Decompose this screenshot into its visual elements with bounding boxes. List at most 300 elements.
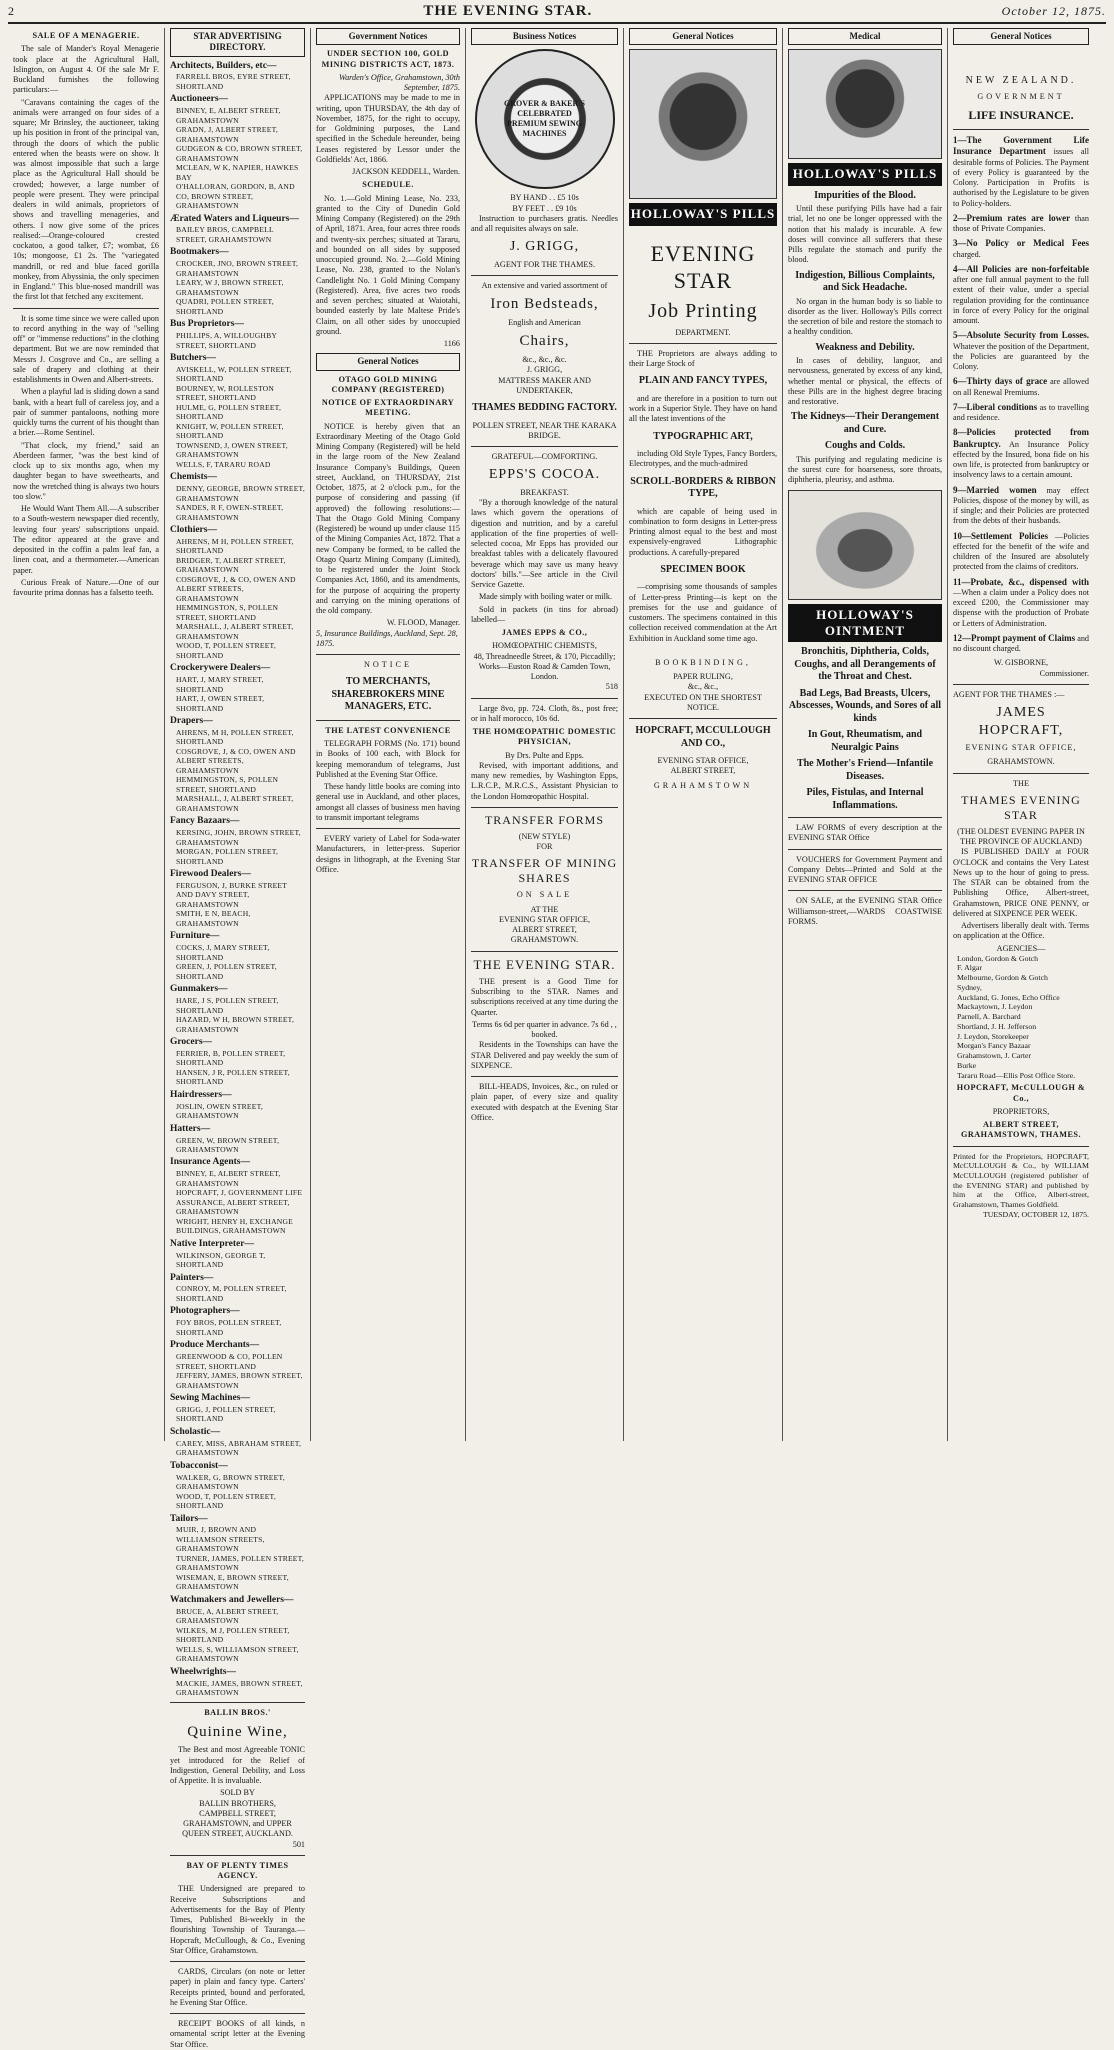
- directory-entry: PHILLIPS, A, WILLOUGHBY STREET, SHORTLAND: [176, 331, 277, 350]
- insurance-item-title: 3—No Policy or Medical Fees: [953, 238, 1089, 249]
- divider: [788, 849, 942, 850]
- directory-entry: GREEN, W, BROWN STREET, GRAHAMSTOWN: [176, 1135, 280, 1154]
- directory-entry: WILKES, M J, POLLEN STREET, SHORTLAND: [176, 1625, 290, 1645]
- directory-entry: GRADN, J, ALBERT STREET, GRAHAMSTOWN: [176, 125, 278, 144]
- column-heading: Business Notices: [471, 28, 618, 45]
- directory-entry: WRIGHT, HENRY H, EXCHANGE BUILDINGS, GRAHAMSTOWN: [176, 1216, 293, 1236]
- directory-entry: KNIGHT, W, POLLEN STREET, SHORTLAND: [176, 421, 284, 441]
- directory-entry: JEFFERY, JAMES, BROWN STREET, GRAHAMSTOWN: [176, 1371, 303, 1390]
- divider: [953, 773, 1089, 774]
- notice-body: TELEGRAPH FORMS (No. 171) bound in Books of 100 each, with Block for keeping memorandum of telegrams, Just Published at the Evening Star Office.: [316, 739, 460, 779]
- directory-entry: TOWNSEND, J, OWEN STREET, GRAHAMSTOWN: [176, 440, 288, 460]
- insurance-item-title: 7—Liberal conditions: [953, 401, 1038, 412]
- column-business-notices: [466, 28, 624, 1441]
- notice-body: EVERY variety of Label for Soda-water Manufacturers, in letter-press. Superior designs in lithograph, at the Evening Star Office.: [316, 834, 460, 874]
- directory-category: Architects, Builders, etc—: [170, 60, 277, 71]
- directory-entry: MUIR, J, BROWN AND WILLIAMSON STREETS, GRAHAMSTOWN: [176, 1525, 265, 1554]
- divider: [471, 275, 618, 276]
- ad-line: GRAHAMSTOWN.: [510, 935, 579, 945]
- directory-category: Wheelwrights—: [170, 1666, 236, 1677]
- directory-entry: LEARY, W J, BROWN STREET, GRAHAMSTOWN: [176, 278, 284, 297]
- article-paragraph: "That clock, my friend," said an Aberdeen farmer, "was the best kind of clock up to six months ago, when my daughter began to have sweethearts, and now the wretched thing is always two hours too slow.": [13, 440, 159, 501]
- ad-headline: EPPS'S COCOA.: [488, 467, 601, 483]
- directory-category: Tobacconist—: [170, 1460, 228, 1471]
- insurance-item-body: may effect Policies, dispose of the money by will, as if single; and their Policies are protected from the debts of their husbands.: [953, 485, 1090, 526]
- ad-headline: NEW ZEALAND.: [965, 75, 1077, 87]
- directory-entry: CROCKER, JNO, BROWN STREET, GRAHAMSTOWN: [176, 259, 299, 278]
- signer: W. GISBORNE,: [993, 658, 1049, 668]
- directory-entry: BAILEY BROS, CAMPBELL STREET, GRAHAMSTOWN: [176, 225, 274, 244]
- directory-entry: QUADRI, POLLEN STREET, SHORTLAND: [176, 297, 274, 316]
- ad-seller: BALLIN BROTHERS,: [199, 1798, 276, 1808]
- price-line: BY HAND . . £5 10s: [510, 193, 579, 203]
- ad-body: RECEIPT BOOKS of all kinds, n ornamental script letter at the Evening Star Office.: [170, 2019, 305, 2049]
- ad-body: IS PUBLISHED DAILY at FOUR O'CLOCK and contains the Very Latest News up to the hour of going to press. The STAR can be obtained from the Publishing Office, Albert-street, Grahamstown, PRICE ONE PENNY, or delivered at SIXPENCE PER WEEK.: [953, 847, 1089, 918]
- divider: [316, 828, 460, 829]
- ad-name: J. GRIGG,: [509, 239, 580, 255]
- insurance-item: [953, 577, 1089, 629]
- directory-entry: WALKER, G, BROWN STREET, GRAHAMSTOWN: [176, 1472, 285, 1492]
- column-menagerie: [8, 28, 165, 1441]
- ad-body: THE present is a Good Time for Subscribing to the STAR. Names and subscriptions received at any time during the Quarter.: [471, 976, 618, 1017]
- ad-headline: TYPOGRAPHIC ART,: [653, 430, 753, 442]
- directory-entry: GREENWOOD & CO, POLLEN STREET, SHORTLAND: [176, 1352, 283, 1371]
- med-heading: Weakness and Debility.: [815, 341, 915, 353]
- article-paragraph: When a playful lad is sliding down a sand bank, with a heart full of careless joy, and a pair of summer pantaloons, nothing more quickly turns the current of his thought than a brier.—Rome Sentinel.: [13, 387, 159, 438]
- directory-category: Tailors—: [170, 1513, 208, 1524]
- divider: [788, 817, 942, 818]
- ad-line: BREAKFAST.: [520, 487, 569, 497]
- directory-entry: CAREY, MISS, ABRAHAM STREET, GRAHAMSTOWN: [176, 1438, 302, 1458]
- directory-entry: DENNY, GEORGE, BROWN STREET, GRAHAMSTOWN: [176, 484, 305, 503]
- divider: [471, 951, 618, 952]
- newspaper-title: THE EVENING STAR.: [423, 2, 593, 19]
- med-heading: Piles, Fistulas, and Internal Inflammations.: [806, 787, 924, 811]
- directory-category: Grocers—: [170, 1036, 213, 1047]
- insurance-item-body: as to travelling and residence.: [953, 402, 1089, 422]
- directory-category: Crockerywere Dealers—: [170, 663, 271, 674]
- directory-entry: WELLS, F, TARARU ROAD: [176, 459, 271, 469]
- column-heading: Medical: [788, 28, 942, 45]
- directory-category: Sewing Machines—: [170, 1393, 250, 1404]
- ad-body: ON SALE, at the EVENING STAR Office Williamson-street,—WARDS COASTWISE FORMS.: [788, 896, 942, 926]
- directory-entry: HART, J, OWEN STREET, SHORTLAND: [176, 694, 265, 713]
- ad-body: VOUCHERS for Government Payment and Company Debts—Printed and Sold at the EVENING STAR OFFICE: [788, 854, 942, 884]
- divider: [13, 308, 159, 309]
- ad-line: PROPRIETORS,: [992, 1106, 1050, 1116]
- insurance-item-body: after one full annual payment to the full extent of their value, under a special regulation providing for the continuance in force of every Policy for the original amount.: [953, 275, 1089, 325]
- ad-line: PAPER RULING,: [673, 672, 733, 681]
- agency-entry: F. Algar: [957, 963, 982, 973]
- ad-line: BOOKBINDING,: [655, 657, 751, 667]
- directory-entry: KERSING, JOHN, BROWN STREET, GRAHAMSTOWN: [176, 828, 301, 847]
- divider: [788, 890, 942, 891]
- agency-entry: Sydney,: [957, 982, 982, 992]
- agency-entry: Melbourne, Gordon & Gotch: [957, 973, 1048, 983]
- divider: [471, 446, 618, 447]
- column-medical: [783, 28, 948, 1441]
- insurance-item: [953, 376, 1089, 398]
- directory-entry: MACKIE, JAMES, BROWN STREET, GRAHAMSTOWN: [176, 1678, 303, 1697]
- directory-category: Drapers—: [170, 716, 213, 727]
- directory-entry: BRIDGER, T, ALBERT STREET, GRAHAMSTOWN: [176, 555, 286, 575]
- holloway-banner: HOLLOWAY'S PILLS: [629, 203, 777, 225]
- article-paragraph: "Caravans containing the cages of the animals were arranged on four sides of a square; Mr Brinsley, the auctioneer, taking up his position in front of the principal van, through the doors of which the public entered when the beasts were on show. It was almost impossible that such a large place as the Agricultural Hall should be crowded; however, a large number of people were present. They were principal dealers in wild animals, proprietors of shows and travelling menageries, and others. I now give some of the prices realised:—Orange-coloured crested cockatoo, a good talker, £7; wombat, £6 10s; mongoose, £1 2s. The "variegated mandrill, or red and blue faced gorilla monkey, from Abyssinia, the only specimen in England." This blue-nosed mandrill was the first lot that fetched any excitement.: [13, 97, 159, 302]
- directory-entry: AHRENS, M H, POLLEN STREET, SHORTLAND: [176, 727, 294, 747]
- ad-code: 501: [292, 1839, 305, 1849]
- directory-entry: WISEMAN, E, BROWN STREET, GRAHAMSTOWN: [176, 1572, 289, 1592]
- ad-body: BILL-HEADS, Invoices, &c., on ruled or plain paper, of every size and quality executed with despatch at the Evening Star Office.: [471, 1082, 618, 1122]
- directory-entry: MARSHALL, J, ALBERT STREET, GRAHAMSTOWN: [176, 794, 294, 813]
- signer-role: Commissioner.: [1039, 668, 1089, 678]
- ad-line: THE: [1013, 778, 1029, 788]
- ad-line: ALBERT STREET, GRAHAMSTOWN, THAMES.: [960, 1120, 1081, 1140]
- ad-headline: THAMES EVENING STAR: [961, 792, 1081, 822]
- column-directory: [165, 28, 311, 2049]
- ad-body: Instruction to purchasers gratis. Needles and all requisites always on sale.: [471, 213, 618, 233]
- ad-line: AGENT FOR THE THAMES :—: [953, 689, 1065, 699]
- ad-line: EVENING STAR OFFICE,: [657, 756, 749, 765]
- ad-headline: EVENING STAR: [650, 240, 756, 293]
- directory-category: Painters—: [170, 1272, 214, 1283]
- holloway-seal-image: [788, 49, 942, 159]
- directory-entry: GRIGG, J, POLLEN STREET, SHORTLAND: [176, 1404, 276, 1424]
- agency-entry: J. Leydon, Storekeeper: [957, 1031, 1029, 1041]
- directory-entry: GREEN, J, POLLEN STREET, SHORTLAND: [176, 962, 277, 981]
- insurance-item-body: are allowed on all Renewal Premiums.: [953, 377, 1089, 397]
- notice-signer: JACKSON KEDDELL, Warden.: [352, 167, 460, 176]
- column-government-notices: [311, 28, 466, 1441]
- notice-body: NOTICE is hereby given that an Extraordinary Meeting of the Otago Gold Mining Company (Registered) will be held in the large room of the New Zealand Insurance Company's Buildings, Queen street, Auckland, on THURSDAY, 21st October, 1875, at 2 o'clock p.m., for the purpose of considering and passing (if approved) the following resolutions:— That the Otago Gold Mining Company (Registered) be wound up under clause 115 of the Mining Companies Act, 1872. That a new Company be formed, to be called the Otago Quartz Mining Company (Limited), to be registered under the Joint Stock Companies Act, 1860, and its amendments, for the purpose of acquiring the property and carrying on the mining operations of the old company.: [316, 421, 460, 615]
- directory-category: Native Interpreter—: [170, 1238, 254, 1249]
- directory-category: Furniture—: [170, 931, 220, 942]
- directory-entry: WILKINSON, GEORGE T, SHORTLAND: [176, 1250, 266, 1270]
- sewing-machine-emblem: [475, 49, 615, 189]
- ad-body: Advertisers liberally dealt with. Terms on application at the Office.: [953, 921, 1089, 941]
- divider: [170, 1961, 305, 1962]
- holloway-ointment-banner: HOLLOWAY'S OINTMENT: [788, 604, 942, 643]
- insurance-item-body: Whatever the position of the Department, the Policies are guaranteed by the Colony.: [953, 341, 1089, 371]
- divider: [170, 2013, 305, 2014]
- insurance-item-body: charged.: [953, 249, 981, 259]
- directory-category: Bootmakers—: [170, 247, 229, 258]
- directory-entry: HEMMINGSTON, S, POLLEN STREET, SHORTLAND: [176, 603, 279, 622]
- med-body: In cases of debility, languor, and nervousness, generated by excess of any kind, whether mental or physical, the effects of these Pills are in the highest degree bracing and restorative.: [788, 356, 942, 406]
- directory-category: Fancy Bazaars—: [170, 816, 240, 827]
- insurance-item: [953, 402, 1089, 424]
- directory-category: Clothiers—: [170, 525, 217, 536]
- insurance-list: [953, 135, 1089, 654]
- ad-body: and are therefore in a position to turn out work in a Superior Style. They have on hand all the latest inventions of the: [629, 393, 777, 424]
- directory-category: Ærated Waters and Liqueurs—: [170, 213, 299, 224]
- divider: [471, 698, 618, 699]
- column-general-notices: [624, 28, 783, 1441]
- ad-line: EVENING STAR OFFICE,: [498, 914, 590, 924]
- insurance-item-body: issues all desirable forms of Policies. The Payment of every Policy is guaranteed by the Colony. Participation in Profits is authorised by the Legislature to be given to Policy-holders.: [953, 147, 1090, 208]
- masthead: [8, 0, 1106, 24]
- agency-entry: Tararu Road—Ellis Post Office Store.: [957, 1070, 1076, 1080]
- ad-headline: THAMES BEDDING FACTORY.: [472, 402, 617, 413]
- ad-line: GRATEFUL—COMFORTING.: [491, 452, 598, 461]
- notice-title: OTAGO GOLD MINING COMPANY (REGISTERED): [331, 374, 445, 394]
- med-body: No organ in the human body is so liable to disorder as the liver. Holloway's Pills correct the secretion of bile and restore the stomach to a healthy condition.: [788, 296, 942, 337]
- agency-entry: Parnell, A. Barchard: [957, 1012, 1021, 1022]
- directory-category: Hairdressers—: [170, 1089, 232, 1100]
- directory-category: Scholastic—: [170, 1426, 221, 1437]
- ad-headline: HOPCRAFT, MCCULLOUGH AND CO.,: [635, 725, 771, 749]
- ointment-figure-image: [788, 490, 942, 600]
- ad-headline: JAMES HOPCRAFT,: [978, 705, 1064, 738]
- directory-entry: CONROY, M, POLLEN STREET, SHORTLAND: [176, 1284, 287, 1303]
- ad-line: By Drs. Pulte and Epps.: [505, 750, 584, 760]
- insurance-item-body: than those of Private Companies.: [953, 213, 1089, 233]
- insurance-item-title: 5—Absolute Security from Losses.: [953, 330, 1089, 341]
- divider: [170, 1702, 305, 1703]
- ad-body: Residents in the Townships can have the STAR Delivered and pay weekly the sum of SIXPENCE.: [471, 1040, 618, 1070]
- ad-line: AGENT FOR THE THAMES.: [494, 259, 595, 269]
- ad-line: ALBERT STREET,: [670, 766, 736, 776]
- directory-category: Photographers—: [170, 1306, 240, 1317]
- directory-category: Hatters—: [170, 1123, 211, 1134]
- price-line: BY FEET . . £9 10s: [512, 203, 577, 213]
- notice-address: 5, Insurance Buildings, Auckland, Sept. 28, 1875.: [316, 628, 458, 648]
- directory-entry: COSGROVE, J, & CO, OWEN AND ALBERT STREETS, GRAHAMSTOWN: [176, 746, 296, 775]
- directory-category: Chemists—: [170, 472, 217, 483]
- ad-line: GOVERNMENT: [977, 91, 1065, 101]
- directory-list: [170, 61, 305, 1698]
- notice-body: APPLICATIONS may be made to me in writing, upon THURSDAY, the 4th day of November, 1875, for the right to occupy, for Goldmining purposes, the Land specified in the Schedule hereunder, being Leases registered by Lessor under the Goldfields' Act, 1866.: [316, 93, 460, 164]
- insurance-item: [953, 531, 1089, 573]
- agency-entry: Morgan's Fancy Bazaar: [957, 1041, 1031, 1051]
- directory-entry: O'HALLORAN, GORDON, B, AND CO, BROWN STREET, GRAHAMSTOWN: [176, 182, 295, 211]
- agency-entry: Shortland, J. H. Jefferson: [957, 1021, 1037, 1031]
- column-heading: General Notices: [316, 353, 460, 370]
- ad-code: 518: [605, 682, 618, 692]
- article-paragraph: It is some time since we were called upon to record anything in the way of "selling off" or "immense reductions" in the clothing department. But we are now reminded that Messrs J. Cosgrove and Co., are selling a sale of drapery and clothing at their establishments in Owen and Albert-streets.: [13, 313, 159, 384]
- insurance-item-title: 4—All Policies are non-forfeitable: [953, 263, 1089, 274]
- directory-entry: BRUCE, A, ALBERT STREET, GRAHAMSTOWN: [176, 1606, 279, 1626]
- med-heading: Bronchitis, Diphtheria, Colds, Coughs, and all Derangements of the Throat and Chest.: [794, 646, 936, 682]
- insurance-item-title: 11—Probate, &c., dispensed with: [953, 576, 1089, 587]
- ad-body: Revised, with important additions, and many new remedies, by Washington Epps, L.R.C.P., M.R.C.S., Assistant Physician to the London Homœopathic Hospital.: [471, 760, 618, 801]
- directory-entry: HULME, G, POLLEN STREET, SHORTLAND: [176, 402, 282, 422]
- directory-entry: WOOD, T, POLLEN STREET, SHORTLAND: [176, 641, 276, 660]
- notice-subtitle: TO MERCHANTS, SHAREBROKERS MINE MANAGERS, ETC.: [331, 676, 445, 713]
- ad-line: EVENING STAR OFFICE,: [965, 743, 1077, 752]
- notice-body: These handy little books are coming into general use in Auckland, and other places, amongst all classes of business men having to transmit important telegrams: [316, 782, 460, 822]
- ad-line: An extensive and varied assortment of: [481, 281, 608, 290]
- divider: [471, 807, 618, 808]
- agency-entry: London, Gordon & Gotch: [957, 953, 1038, 963]
- ad-body: which are capable of being used in combination to form designs in Letter-press Printing almost equal to the best and most expensively-engraved Lithographic productions. A carefully-prepared: [629, 506, 777, 557]
- directory-entry: WOOD, T, POLLEN STREET, SHORTLAND: [176, 1491, 276, 1511]
- med-heading: Indigestion, Billious Complaints, and Sick Headache.: [795, 269, 935, 293]
- article-paragraph: Curious Freak of Nature.—One of our favourite prima donnas has a falsetto teeth.: [13, 577, 159, 597]
- directory-entry: HARE, J S, POLLEN STREET, SHORTLAND: [176, 996, 279, 1015]
- holloway-pills-banner: HOLLOWAY'S PILLS: [788, 163, 942, 185]
- directory-entry: COCKS, J, MARY STREET, SHORTLAND: [176, 943, 270, 962]
- insurance-item-title: 12—Prompt payment of Claims: [953, 632, 1076, 643]
- insurance-item-title: 10—Settlement Policies: [953, 530, 1049, 541]
- insurance-item-body: —When a claim under a Policy does not exceed £200, the Commissioner may dispense with the production of Probate or Letters of Administration.: [953, 587, 1089, 628]
- ad-body: THE Undersigned are prepared to Receive Subscriptions and Advertisements for the Bay of Plenty Times, Published Bi-weekly in the flourishing Township of Tauranga.—Hopcraft, McCullough, & Co., Evening Star Office, Grahamstown.: [170, 1884, 305, 1955]
- ad-body: including Old Style Types, Fancy Borders, Electrotypes, and the much-admired: [629, 449, 777, 469]
- ad-headline: TRANSFER OF MINING SHARES: [471, 856, 618, 886]
- divider: [471, 1076, 618, 1077]
- directory-category: Bus Proprietors—: [170, 319, 244, 330]
- ad-body: —comprising some thousands of samples of Letter-press Printing—is kept on the premises for the use and guidance of customers. The specimens contained in this collection received commendation at the Art Exhibition in Auckland some time ago.: [629, 582, 777, 643]
- insurance-item: [953, 213, 1089, 235]
- directory-entry: HART, J, MARY STREET, SHORTLAND: [176, 675, 264, 694]
- med-heading: Coughs and Colds.: [824, 440, 906, 452]
- notice-subtitle: NOTICE OF EXTRAORDINARY MEETING.: [321, 398, 455, 418]
- notice-code: 1166: [443, 339, 460, 348]
- directory-entry: BINNEY, E, ALBERT STREET, GRAHAMSTOWN: [176, 106, 281, 125]
- directory-entry: MORGAN, POLLEN STREET, SHORTLAND: [176, 847, 279, 866]
- med-heading: Impurities of the Blood.: [814, 189, 916, 201]
- column-heading: STAR ADVERTISING DIRECTORY.: [170, 28, 305, 57]
- directory-entry: FOY BROS, POLLEN STREET, SHORTLAND: [176, 1318, 282, 1337]
- ad-line: DEPARTMENT.: [675, 327, 731, 337]
- directory-entry: SANDES, R F, OWEN-STREET, GRAHAMSTOWN: [176, 503, 284, 522]
- page-number: 2: [8, 3, 14, 18]
- directory-entry: FERGUSON, J, BURKE STREET AND DAVY STREET, GRAHAMSTOWN: [176, 880, 287, 909]
- directory-category: Gunmakers—: [170, 984, 228, 995]
- ad-line: English and American: [508, 318, 581, 327]
- column-heading: General Notices: [629, 28, 777, 45]
- divider: [953, 1146, 1089, 1147]
- ad-line: (NEW STYLE): [518, 831, 571, 841]
- ad-body: THE Proprietors are always adding to their Large Stock of: [629, 348, 777, 368]
- med-heading: In Gout, Rheumatism, and Neuralgic Pains: [807, 729, 923, 753]
- insurance-item: [953, 264, 1089, 327]
- ad-headline: SCROLL-BORDERS & RIBBON TYPE,: [630, 475, 776, 499]
- divider: [316, 654, 460, 655]
- insurance-item-body: and no discount charged.: [953, 633, 1090, 653]
- column-life-insurance: [948, 28, 1094, 1441]
- directory-category: Firewood Dealers—: [170, 869, 251, 880]
- directory-entry: AHRENS, M H, POLLEN STREET, SHORTLAND: [176, 536, 294, 556]
- ad-body: Made simply with boiling water or milk.: [479, 592, 613, 602]
- ad-line: (THE OLDEST EVENING PAPER IN THE PROVINCE OF AUCKLAND): [957, 826, 1085, 846]
- ad-body: Large 8vo, pp. 724. Cloth, 8s., post free; or in half morocco, 10s 6d.: [471, 703, 618, 723]
- directory-entry: SMITH, E N, BEACH, GRAHAMSTOWN: [176, 909, 251, 928]
- notice-title: UNDER SECTION 100, GOLD MINING DISTRICTS ACT, 1873.: [321, 49, 455, 69]
- ad-headline: LIFE INSURANCE.: [968, 108, 1074, 122]
- ad-line: ALBERT STREET,: [512, 925, 577, 934]
- insurance-item-title: 9—Married women: [953, 484, 1037, 495]
- ad-line: &c., &c., &c.: [522, 355, 567, 364]
- ad-line: 48, Threadneedle Street, & 170, Piccadilly; Works—Euston Road & Camden Town, London.: [473, 651, 616, 681]
- ad-headline: THE HOMŒOPATHIC DOMESTIC PHYSICIAN,: [472, 727, 617, 747]
- ad-line: MATTRESS MAKER AND UNDERTAKER,: [498, 375, 591, 395]
- directory-entry: MARSHALL, J, ALBERT STREET, GRAHAMSTOWN: [176, 622, 294, 641]
- divider: [316, 720, 460, 721]
- notice-signer: W. FLOOD, Manager.: [386, 618, 460, 628]
- ad-headline: Iron Bedsteads,: [490, 296, 599, 313]
- directory-entry: WELLS, S, WILLIAMSON STREET, GRAHAMSTOWN: [176, 1644, 299, 1664]
- med-heading: Bad Legs, Bad Breasts, Ulcers, Abscesses, Wounds, and Sores of all kinds: [788, 687, 942, 724]
- directory-entry: BOURNEY, W, ROLLESTON STREET, SHORTLAND: [176, 383, 275, 403]
- directory-entry: JOSLIN, OWEN STREET, GRAHAMSTOWN: [176, 1101, 263, 1121]
- emblem-text: GROVER & BAKER'S CELEBRATED PREMIUM SEWING MACHINES: [504, 99, 585, 139]
- divider: [629, 718, 777, 719]
- ad-headline: TRANSFER FORMS: [484, 812, 605, 827]
- ad-body: "By a thorough knowledge of the natural laws which govern the operations of digestion and nutrition, and by a careful application of the fine properties of well-selected cocoa, Mr Epps has provided our breakfast tables with a delicately flavoured beverage which may save us many heavy doctors' bills."—See article in the Civil Service Gazette.: [471, 498, 618, 589]
- directory-entry: AVISKELL, W, POLLEN STREET, SHORTLAND: [176, 364, 292, 384]
- directory-category: Watchmakers and Jewellers—: [170, 1594, 294, 1605]
- insurance-item: [953, 427, 1089, 480]
- column-heading: General Notices: [953, 28, 1089, 45]
- issue-date: October 12, 1875.: [1001, 3, 1106, 18]
- insurance-item-body: An Insurance Policy effected by the Insured, bona fide on his own life, is protected from bankruptcy or insolvency laws to a certain amount.: [953, 439, 1089, 480]
- insurance-item: [953, 485, 1089, 527]
- med-heading: The Kidneys—Their Derangement and Cure.: [790, 411, 940, 435]
- insurance-item-title: 6—Thirty days of grace: [953, 376, 1048, 387]
- ad-address: CAMPBELL STREET, GRAHAMSTOWN, and UPPER QUEEN STREET, AUCKLAND.: [182, 1808, 293, 1839]
- ad-body: LAW FORMS of every description at the EVENING STAR Office: [788, 823, 942, 843]
- imprint-date: TUESDAY, OCTOBER 12, 1875.: [983, 1209, 1089, 1219]
- directory-entry: FARRELL BROS, EYRE STREET, SHORTLAND: [176, 72, 291, 91]
- divider: [170, 1855, 305, 1856]
- ad-line: &c., &c.,: [687, 682, 719, 692]
- directory-category: Insurance Agents—: [170, 1157, 250, 1168]
- ad-headline: Chairs,: [519, 333, 570, 350]
- insurance-item: [953, 633, 1089, 655]
- ad-line: AGENCIES—: [996, 943, 1046, 953]
- directory-category: Butchers—: [170, 353, 216, 364]
- ad-title: BALLIN BROS.': [204, 1708, 271, 1718]
- ad-title: BAY OF PLENTY TIMES AGENCY.: [186, 1860, 289, 1881]
- insurance-item-title: 2—Premium rates are lower: [953, 212, 1071, 223]
- insurance-item: [953, 238, 1089, 260]
- article-heading: SALE OF A MENAGERIE.: [32, 31, 140, 40]
- ad-line: GRAHAMSTOWN: [653, 780, 753, 790]
- ad-body: CARDS, Circulars (on note or letter paper) in plain and fancy type. Carters' Receipts printed, bound and perforated, he Evening Star Office.: [170, 1967, 305, 2007]
- med-body: Until these purifying Pills have had a fair trial, let no one be longer oppressed with the notion that his malady is incurable. A few doses will convince all sufferers that these Pills regulate the stomach and purify the blood.: [788, 204, 942, 265]
- ad-headline: SPECIMEN BOOK: [660, 563, 746, 575]
- directory-category: Auctioneers—: [170, 94, 229, 105]
- ad-line: JAMES EPPS & CO.,: [501, 628, 588, 637]
- directory-entry: TURNER, JAMES, POLLEN STREET, GRAHAMSTOWN: [176, 1553, 305, 1573]
- med-heading: The Mother's Friend—Infantile Diseases.: [796, 758, 934, 782]
- ad-line: HOPCRAFT, McCULLOUGH & Co.,: [956, 1083, 1086, 1103]
- directory-entry: HEMMINGSTON, S, POLLEN STREET, SHORTLAND: [176, 775, 279, 794]
- directory-entry: BINNEY, E, ALBERT STREET, GRAHAMSTOWN: [176, 1169, 281, 1188]
- insurance-item: [953, 135, 1089, 209]
- insurance-item-title: 8—Policies protected from Bankruptcy.: [953, 427, 1089, 449]
- article-paragraph: He Would Want Them All.—A subscriber to a South-western newspaper died recently, leaving four years' subscriptions unpaid. The editor appeared at the grave and deposited in the coffin a palm leaf fan, a linen coat, and a thermometer.—American paper.: [13, 504, 159, 575]
- ad-line: FOR: [536, 842, 553, 851]
- ad-headline: PLAIN AND FANCY TYPES,: [638, 375, 768, 387]
- divider: [629, 343, 777, 344]
- divider: [953, 129, 1089, 130]
- ad-body: The Best and most Agreeable TONIC yet introduced for the Relief of Indigestion, General Debility, and Loss of Appetite. It is invaluable.: [170, 1745, 305, 1786]
- ad-line: GRAHAMSTOWN.: [987, 757, 1055, 767]
- notice-title: NOTICE: [363, 660, 412, 669]
- ad-line: EXECUTED ON THE SHORTEST NOTICE.: [644, 692, 762, 712]
- directory-category: Produce Merchants—: [170, 1340, 260, 1351]
- med-body: This purifying and regulating medicine is the surest cure for hoarseness, sore throats, diphtheria, pleurisy, and asthma.: [788, 454, 942, 485]
- ad-line: Terms 6s 6d per quarter in advance. 7s 6d , , booked.: [472, 1019, 617, 1039]
- agency-entry: Auckland, G. Jones, Echo Office: [957, 992, 1060, 1002]
- ad-sold-by: SOLD BY: [220, 1788, 255, 1798]
- schedule-body: No. 1.—Gold Mining Lease, No. 233, granted to the City of Dunedin Gold Mining Company (Registered) on the 29th of April, 1871. Area, four acres three roods and twenty-six perches; situated at Tararu, and bounded on all sides by supposed unoccupied ground. No. 2.—Gold Mining Lease, No. 238, granted to the Nolan's Candlelight No. 1 Gold Mining Company (Registered). Area, five acres two roods and seven perches; situated at Waiotahi, bounded easterly by late Maltese Pride's Claim, on all other sides by unoccupied ground.: [316, 193, 460, 336]
- directory-entry: MCLEAN, W K, NAPIER, HAWKES BAY: [176, 163, 299, 182]
- divider: [953, 684, 1089, 685]
- directory-entry: HAZARD, W H, BROWN STREET, GRAHAMSTOWN: [176, 1015, 295, 1034]
- article-paragraph: The sale of Mander's Royal Menagerie took place at the Agricultural Hall, Islington, on August 4. Of the sale Mr F. Buckland furnishes the following particulars:—: [13, 44, 159, 95]
